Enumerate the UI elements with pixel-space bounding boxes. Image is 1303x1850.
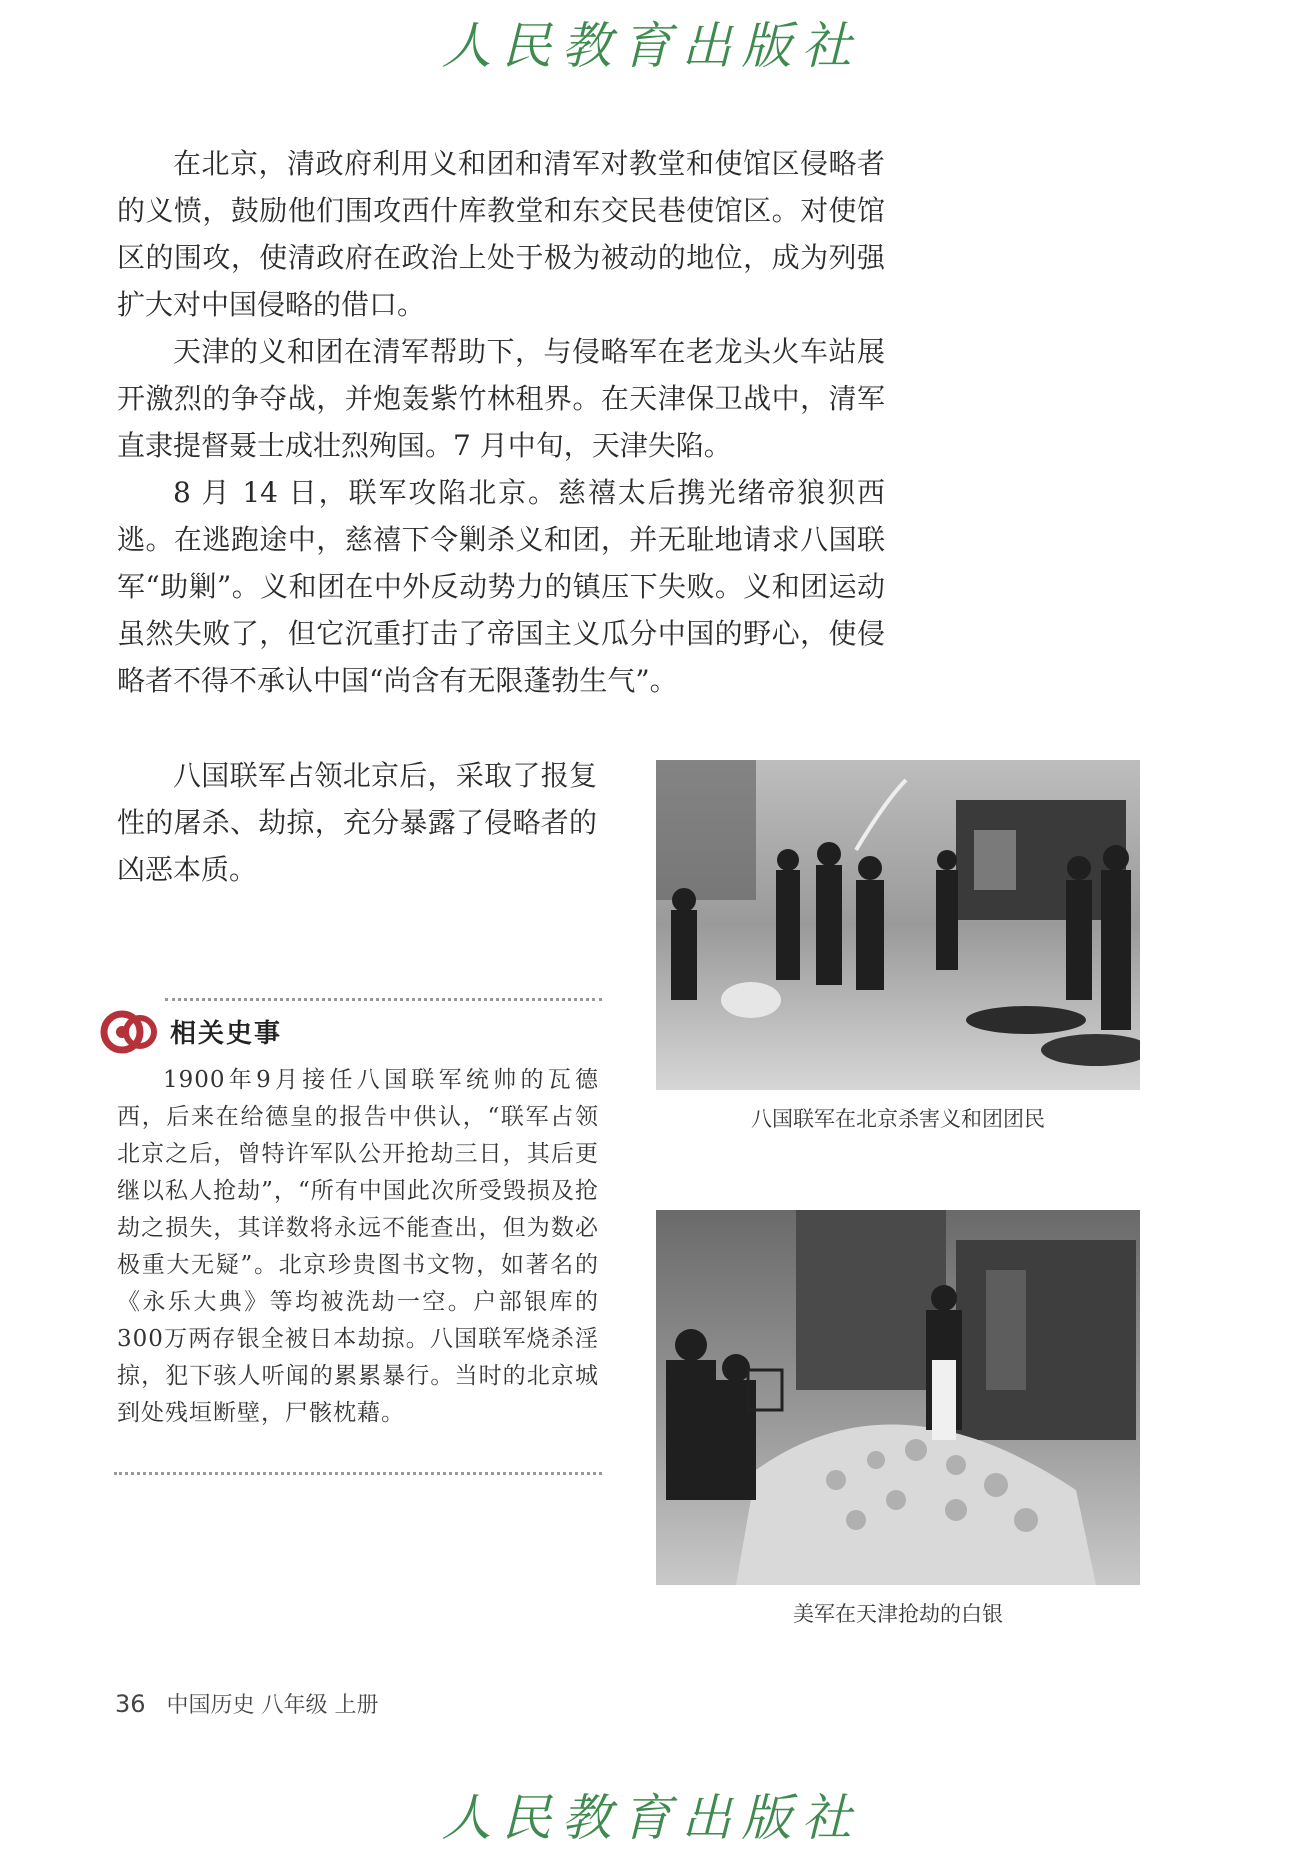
photo-tianjin-silver [656, 1210, 1140, 1585]
photo-beijing-massacre [656, 760, 1140, 1090]
publisher-watermark-bottom: 人民教育出版社 [441, 1789, 862, 1847]
photo-caption-2: 美军在天津抢劫的白银 [793, 1602, 1003, 1626]
paragraph-2: 天津的义和团在清军帮助下，与侵略军在老龙头火车站展开激烈的争夺战，并炮轰紫竹林租界。在天津保卫战中，清军直隶提督聂士成壮烈殉国。7 月中旬，天津失陷。 [117, 335, 885, 462]
main-text [117, 140, 885, 704]
page-number: 36 [115, 1690, 146, 1718]
publisher-watermark-top: 人民教育出版社 [441, 17, 862, 75]
paragraph-1: 在北京，清政府利用义和团和清军对教堂和使馆区侵略者的义愤，鼓励他们围攻西什库教堂和东交民巷使馆区。对使馆区的围攻，使清政府在政治上处于极为被动的地位，成为列强扩大对中国侵略的借口。 [117, 147, 885, 321]
paragraph-4: 八国联军占领北京后，采取了报复性的屠杀、劫掠，充分暴露了侵略者的凶恶本质。 [117, 759, 597, 886]
related-history-icon [98, 1003, 162, 1061]
photo-beijing-massacre-image [656, 760, 1140, 1090]
sidebar-body [117, 1062, 599, 1432]
page-footer [115, 1688, 379, 1719]
sidebar-top-divider [165, 998, 602, 1001]
sidebar-bottom-divider [114, 1472, 602, 1475]
photo-tianjin-silver-image [656, 1210, 1140, 1585]
paragraph-3: 8 月 14 日，联军攻陷北京。慈禧太后携光绪帝狼狈西逃。在逃跑途中，慈禧下令剿杀义和团，并无耻地请求八国联军“助剿”。义和团在中外反动势力的镇压下失败。义和团运动虽然失败了，但它沉重打击了帝国主义瓜分中国的野心，使侵略者不得不承认中国“尚含有无限蓬勃生气”。 [117, 476, 885, 697]
photo-caption-1: 八国联军在北京杀害义和团团民 [751, 1107, 1045, 1131]
sidebar-paragraph: 1900年9月接任八国联军统帅的瓦德西，后来在给德皇的报告中供认，“联军占领北京之后，曾特许军队公开抢劫三日，其后更继以私人抢劫”，“所有中国此次所受毁损及抢劫之损失，其详数将永远不能查出，但为数必极重大无疑”。北京珍贵图书文物，如著名的《永乐大典》等均被洗劫一空。户部银库的300万两存银全被日本劫掠。八国联军烧杀淫掠，犯下骇人听闻的累累暴行。当时的北京城到处残垣断壁，尸骸枕藉。 [117, 1067, 599, 1426]
book-title: 中国历史 八年级 上册 [166, 1693, 379, 1718]
sidebar-title: 相关史事 [170, 1019, 283, 1049]
short-paragraph-block [117, 752, 597, 893]
